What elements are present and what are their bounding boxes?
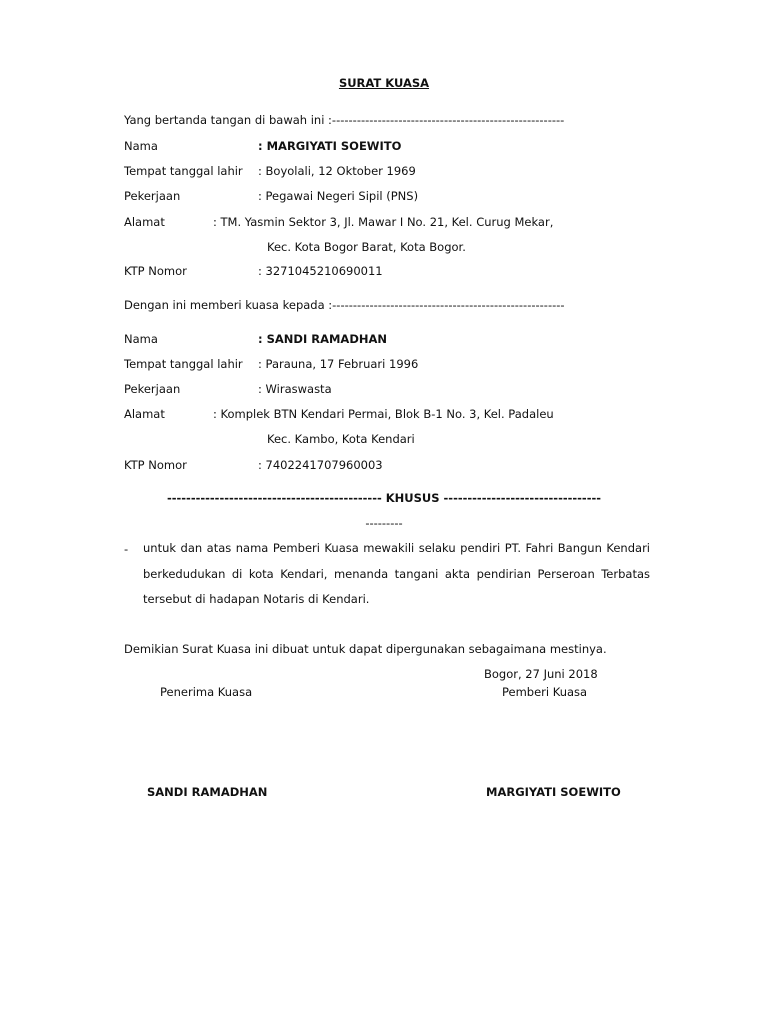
closing-sentence: Demikian Surat Kuasa ini dibuat untuk dapat dipergunakan sebagaimana mestinya. <box>124 642 607 656</box>
label-pekerjaan-penerima: Pekerjaan <box>124 382 181 396</box>
body-paragraph: untuk dan atas nama Pemberi Kuasa mewakili selaku pendiri PT. Fahri Bangun Kendari berkedudukan di kota Kendari, menanda tangani akta pendirian Perseroan Terbatas tersebut di hadapan Notaris di Kendari. <box>143 541 650 606</box>
value-pekerjaan-pemberi: : Pegawai Negeri Sipil (PNS) <box>258 189 419 203</box>
bullet-dash: - <box>124 542 129 556</box>
khusus-divider-continuation: --------- <box>365 516 403 530</box>
document-title: SURAT KUASA <box>338 76 430 90</box>
label-ktp-pemberi: KTP Nomor <box>124 264 187 278</box>
value-pekerjaan-penerima: : Wiraswasta <box>258 382 332 396</box>
label-nama-penerima: Nama <box>124 332 158 346</box>
signature-name-pemberi: MARGIYATI SOEWITO <box>486 785 621 799</box>
value-alamat-pemberi-line1: : TM. Yasmin Sektor 3, Jl. Mawar I No. 21, Kel. Curug Mekar, <box>213 215 554 229</box>
value-nama-pemberi: : MARGIYATI SOEWITO <box>258 139 402 153</box>
value-alamat-pemberi-line2: Kec. Kota Bogor Barat, Kota Bogor. <box>267 240 466 254</box>
value-alamat-penerima-line2: Kec. Kambo, Kota Kendari <box>267 432 415 446</box>
khusus-divider: --------------------------------------------- KHUSUS --------------------------------- <box>166 491 602 505</box>
signature-name-penerima: SANDI RAMADHAN <box>147 785 268 799</box>
value-ttl-penerima: : Parauna, 17 Februari 1996 <box>258 357 419 371</box>
place-date: Bogor, 27 Juni 2018 <box>484 667 598 681</box>
intro-giver-line: Yang bertanda tangan di bawah ini :-------------------------------------------------------- <box>124 113 565 127</box>
intro-receiver-line: Dengan ini memberi kuasa kepada :-------------------------------------------------------- <box>124 298 565 312</box>
penerima-kuasa-label: Penerima Kuasa <box>160 685 253 699</box>
value-alamat-penerima-line1: : Komplek BTN Kendari Permai, Blok B-1 No. 3, Kel. Padaleu <box>213 407 554 421</box>
label-alamat-penerima: Alamat <box>124 407 165 421</box>
value-ktp-pemberi: : 3271045210690011 <box>258 264 383 278</box>
value-nama-penerima: : SANDI RAMADHAN <box>258 332 388 346</box>
label-pekerjaan-pemberi: Pekerjaan <box>124 189 181 203</box>
value-ktp-penerima: : 7402241707960003 <box>258 458 383 472</box>
label-alamat-pemberi: Alamat <box>124 215 165 229</box>
label-ktp-penerima: KTP Nomor <box>124 458 187 472</box>
pemberi-kuasa-label: Pemberi Kuasa <box>502 685 588 699</box>
label-ttl-pemberi: Tempat tanggal lahir <box>124 164 243 178</box>
value-ttl-pemberi: : Boyolali, 12 Oktober 1969 <box>258 164 416 178</box>
label-nama-pemberi: Nama <box>124 139 158 153</box>
label-ttl-penerima: Tempat tanggal lahir <box>124 357 243 371</box>
